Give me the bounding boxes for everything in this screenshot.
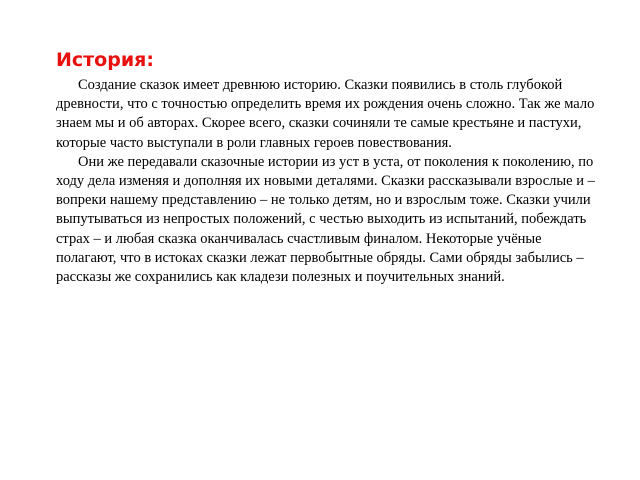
body-text [56, 76, 596, 287]
paragraph-1: Создание сказок имеет древнюю историю. Сказки появились в столь глубокой древности, что с точностью определить время их рождения очень сложно. Так же мало знаем мы и об авторах. Скорее всего, сказки сочиняли те самые крестьяне и пастухи, которые часто выступали в роли главных героев повествования. [56, 77, 595, 151]
paragraph-2: Они же передавали сказочные истории из уст в уста, от поколения к поколению, по ходу дела изменяя и дополняя их новыми деталями. Сказки рассказывали взрослые и – вопреки нашему представлению – не только детям, но и взрослым тоже. Сказки учили выпутываться из непростых положений, с честью выходить из испытаний, побеждать страх – и любая сказка оканчивалась счастливым финалом. Некоторые учёные полагают, что в истоках сказки лежат первобытные обряды. Сами обряды забылись – рассказы же сохранились как кладези полезных и поучительных знаний. [56, 153, 595, 286]
section-heading: История: [56, 49, 154, 71]
